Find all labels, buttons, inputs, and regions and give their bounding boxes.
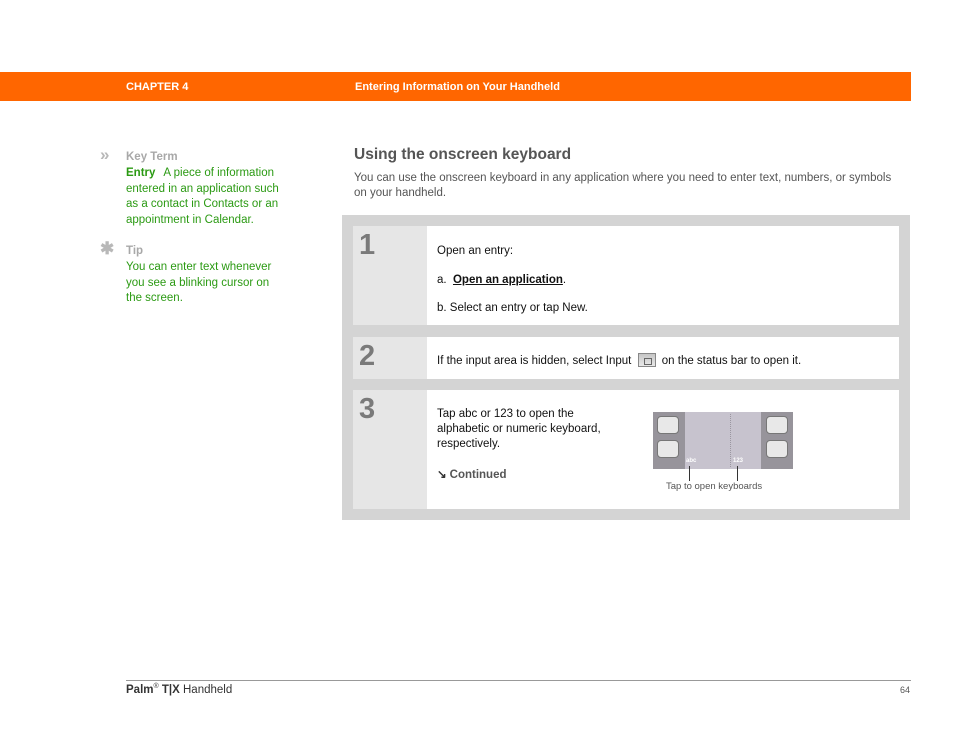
left-icon-strip [653, 412, 685, 469]
step-number: 3 [359, 393, 376, 425]
menu-icon [766, 440, 788, 458]
step-1 [353, 226, 899, 325]
key-term-word: Entry [126, 166, 156, 179]
footer-model: T|X [161, 683, 180, 696]
tip-block [100, 238, 280, 307]
step-number: 2 [359, 340, 376, 372]
page-number: 64 [900, 685, 911, 695]
right-icon-strip [761, 412, 793, 469]
input-area-icon [638, 353, 656, 367]
continued-label [437, 468, 507, 483]
footer-product [126, 683, 232, 696]
open-application-link[interactable]: Open an application [452, 274, 563, 286]
graffiti-divider [730, 414, 731, 467]
key-term-block [100, 145, 280, 229]
step-number-column [353, 226, 427, 325]
sidebar [100, 145, 280, 307]
key-term-text [126, 166, 280, 229]
find-icon [766, 416, 788, 434]
item-a-prefix: a. [437, 274, 447, 286]
step-1-item-b: b. Select an entry or tap New. [437, 302, 588, 314]
tip-heading: Tip [126, 244, 144, 257]
calc-icon [657, 440, 679, 458]
continued-text: Continued [449, 469, 507, 481]
section-title: Using the onscreen keyboard [354, 146, 572, 163]
asterisk-icon: ✱ [100, 238, 115, 258]
keyboard-input-area-image [653, 412, 793, 469]
tip-text: You can enter text whenever you see a blinking cursor on the screen. [126, 260, 272, 305]
steps-panel [342, 215, 910, 520]
home-icon [657, 416, 679, 434]
footer-product-name: Handheld [183, 683, 233, 696]
step-number-column [353, 390, 427, 509]
item-a-suffix: . [562, 274, 567, 286]
footer-divider [126, 680, 911, 681]
step-1-line-1: Open an entry: [437, 245, 514, 257]
abc-label: abc [686, 458, 697, 464]
step-3 [353, 390, 899, 509]
footer-brand: Palm [126, 683, 154, 696]
double-chevron-icon: » [100, 145, 110, 164]
key-term-heading: Key Term [126, 151, 178, 163]
section-intro: You can use the onscreen keyboard in any application where you need to enter text, numbers, or symbols on your handheld. [354, 172, 892, 199]
step-2 [353, 337, 899, 379]
chapter-title: Entering Information on Your Handheld [355, 81, 560, 93]
step-2-text-before: If the input area is hidden, select Input [437, 355, 632, 367]
footer-reg: ® [153, 683, 159, 690]
callout-line-num [737, 466, 738, 481]
num-label: 123 [733, 458, 744, 464]
chapter-header-bar [0, 72, 911, 101]
keyboard-image-caption: Tap to open keyboards [666, 481, 763, 492]
step-2-text-after: on the status bar to open it. [661, 355, 802, 367]
step-3-text: Tap abc or 123 to open the alphabetic or numeric keyboard, respectively. [437, 408, 601, 450]
step-number-column [353, 337, 427, 379]
step-number: 1 [359, 229, 376, 261]
step-2-text [437, 353, 801, 369]
chapter-label: CHAPTER 4 [126, 81, 189, 93]
callout-line-abc [689, 466, 690, 481]
key-term-definition: A piece of information entered in an application such as a contact in Contacts or an appointment in Calendar. [126, 166, 279, 227]
step-1-item-a [437, 273, 566, 288]
continued-arrow-icon: ↘ [437, 469, 447, 481]
